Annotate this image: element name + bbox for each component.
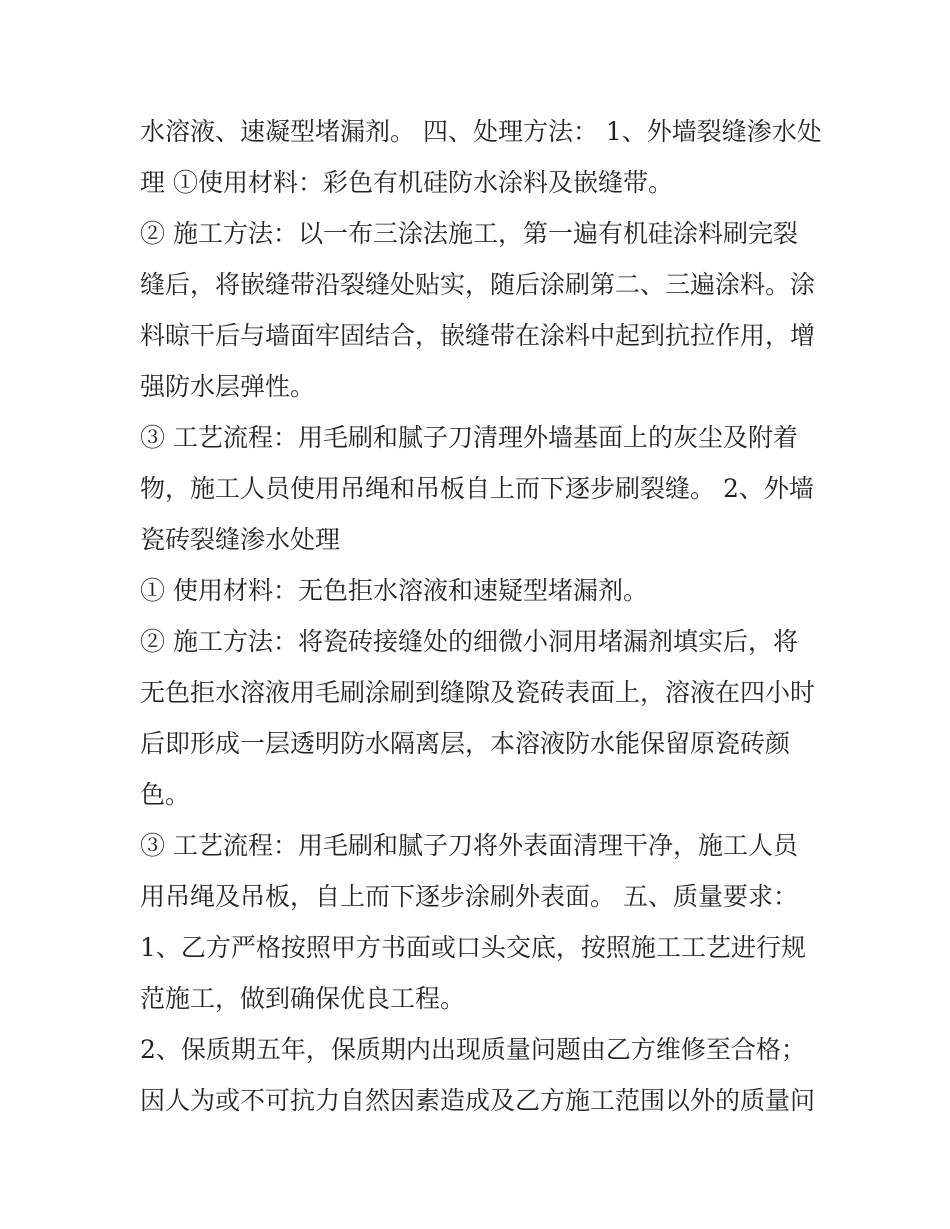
- text-line: ② 施工方法：将瓷砖接缝处的细微小洞用堵漏剂填实后，将: [140, 627, 798, 656]
- text-line: ③ 工艺流程：用毛刷和腻子刀将外表面清理干净，施工人员: [140, 831, 798, 860]
- text-line: 1、乙方严格按照甲方书面或口头交底，按照施工工艺进行规: [140, 933, 806, 962]
- text-line: ③ 工艺流程：用毛刷和腻子刀清理外墙基面上的灰尘及附着: [140, 423, 798, 452]
- document-body: [140, 106, 820, 1126]
- text-line: 无色拒水溶液用毛刷涂刷到缝隙及瓷砖表面上，溶液在四小时: [140, 678, 816, 707]
- text-line: 水溶液、速凝型堵漏剂。 四、处理方法： 1、外墙裂缝渗水处: [140, 117, 822, 146]
- text-line: ② 施工方法：以一布三涂法施工，第一遍有机硅涂料刷完裂: [140, 219, 798, 248]
- text-line: ① 使用材料：无色拒水溶液和速疑型堵漏剂。: [140, 576, 648, 605]
- text-line: 缝后，将嵌缝带沿裂缝处贴实，随后涂刷第二、三遍涂料。涂: [140, 270, 816, 299]
- text-line: 用吊绳及吊板，自上而下逐步涂刷外表面。 五、质量要求：: [140, 882, 798, 911]
- text-line: 料晾干后与墙面牢固结合，嵌缝带在涂料中起到抗拉作用，增: [140, 321, 816, 350]
- text-line: 范施工，做到确保优良工程。: [140, 984, 466, 1013]
- text-line: 理 ①使用材料：彩色有机硅防水涂料及嵌缝带。: [140, 168, 673, 197]
- text-line: 色。: [140, 780, 191, 809]
- text-line: 强防水层弹性。: [140, 372, 316, 401]
- text-line: 2、保质期五年，保质期内出现质量问题由乙方维修至合格；: [140, 1035, 806, 1064]
- text-line: 后即形成一层透明防水隔离层，本溶液防水能保留原瓷砖颜: [140, 729, 791, 758]
- text-line: 物，施工人员使用吊绳和吊板自上而下逐步刷裂缝。 2、外墙: [140, 474, 814, 503]
- text-line: 瓷砖裂缝渗水处理: [140, 525, 341, 554]
- text-line: 因人为或不可抗力自然因素造成及乙方施工范围以外的质量问: [140, 1086, 816, 1115]
